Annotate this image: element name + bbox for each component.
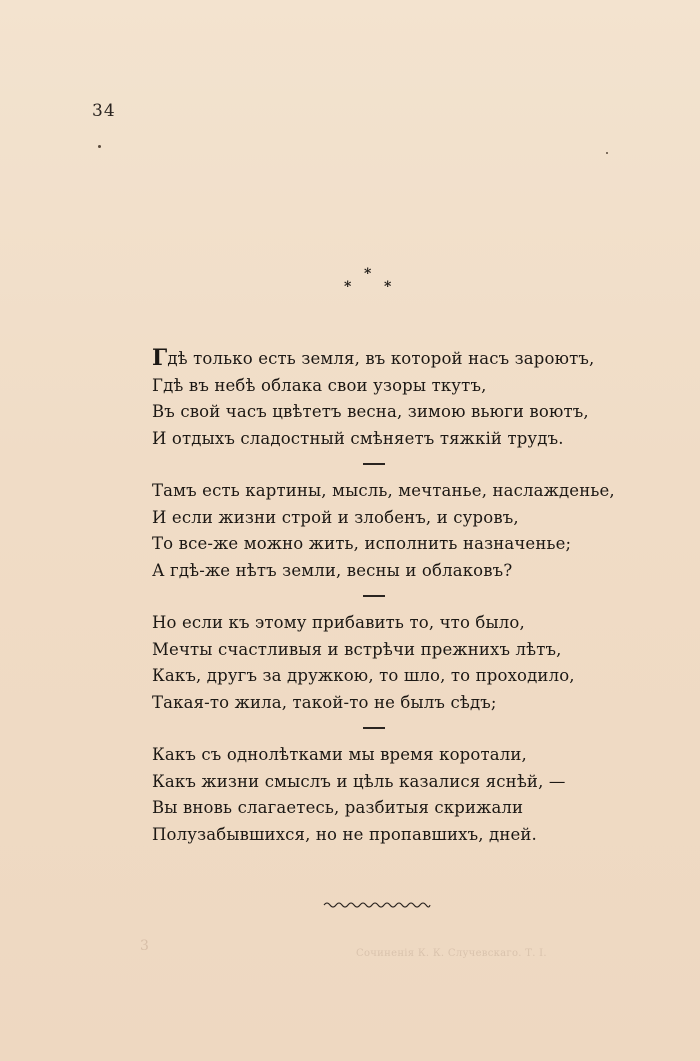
poem-line: Гдѣ въ небѣ облака свои узоры ткутъ, xyxy=(152,375,487,395)
stanza xyxy=(152,742,622,848)
stanza xyxy=(152,478,622,584)
stanza-divider xyxy=(363,727,385,729)
page-signature: Сочиненія К. К. Случевскаго. Т. I. xyxy=(356,948,547,959)
poem-line: А гдѣ-же нѣтъ земли, весны и облаковъ? xyxy=(152,560,513,580)
poem-line: Мечты счастливыя и встрѣчи прежнихъ лѣтъ, xyxy=(152,639,562,659)
poem-line: То все-же можно жить, исполнить назначенье; xyxy=(152,534,572,553)
poem-line: И отдыхъ сладостный смѣняетъ тяжкій трудъ. xyxy=(152,428,564,448)
drop-cap: Г xyxy=(152,345,168,371)
poem-line: Но если къ этому прибавить то, что было, xyxy=(152,613,525,632)
poem-line: Какъ, другъ за дружкою, то шло, то проходило, xyxy=(152,666,575,685)
ink-speck xyxy=(606,152,608,154)
page-number: 34 xyxy=(92,101,116,121)
stanza xyxy=(152,610,622,716)
poem-line xyxy=(152,346,622,373)
asterisk: * xyxy=(384,279,392,295)
stanza-divider xyxy=(363,463,385,465)
ink-speck xyxy=(98,145,101,148)
asterism xyxy=(340,266,404,300)
asterisk: * xyxy=(364,266,372,282)
poem-line: Вы вновь слагаетесь, разбитыя скрижали xyxy=(152,798,524,817)
poem-line: И если жизни строй и злобенъ, и суровъ, xyxy=(152,507,519,527)
stanza xyxy=(152,346,622,452)
poem-line: Тамъ есть картины, мысль, мечтанье, наслажденье, xyxy=(152,481,615,500)
poem-line: Въ свой часъ цвѣтетъ весна, зимою вьюги воютъ, xyxy=(152,402,589,421)
poem-line: Полузабывшихся, но не пропавшихъ, дней. xyxy=(152,824,537,844)
poem-line: Какъ жизни смыслъ и цѣль казалися яснѣй, — xyxy=(152,771,566,791)
stanza-divider xyxy=(363,595,385,597)
poem-line-text: дѣ только есть земля, въ которой насъ зароютъ, xyxy=(167,349,595,368)
end-flourish xyxy=(322,898,432,912)
poem-line: Такая-то жила, такой-то не былъ сѣдъ; xyxy=(152,692,497,712)
poem xyxy=(152,346,622,848)
signature-mark: 3 xyxy=(140,938,149,954)
asterisk: * xyxy=(344,279,352,295)
poem-line: Какъ съ однолѣтками мы время коротали, xyxy=(152,745,527,764)
